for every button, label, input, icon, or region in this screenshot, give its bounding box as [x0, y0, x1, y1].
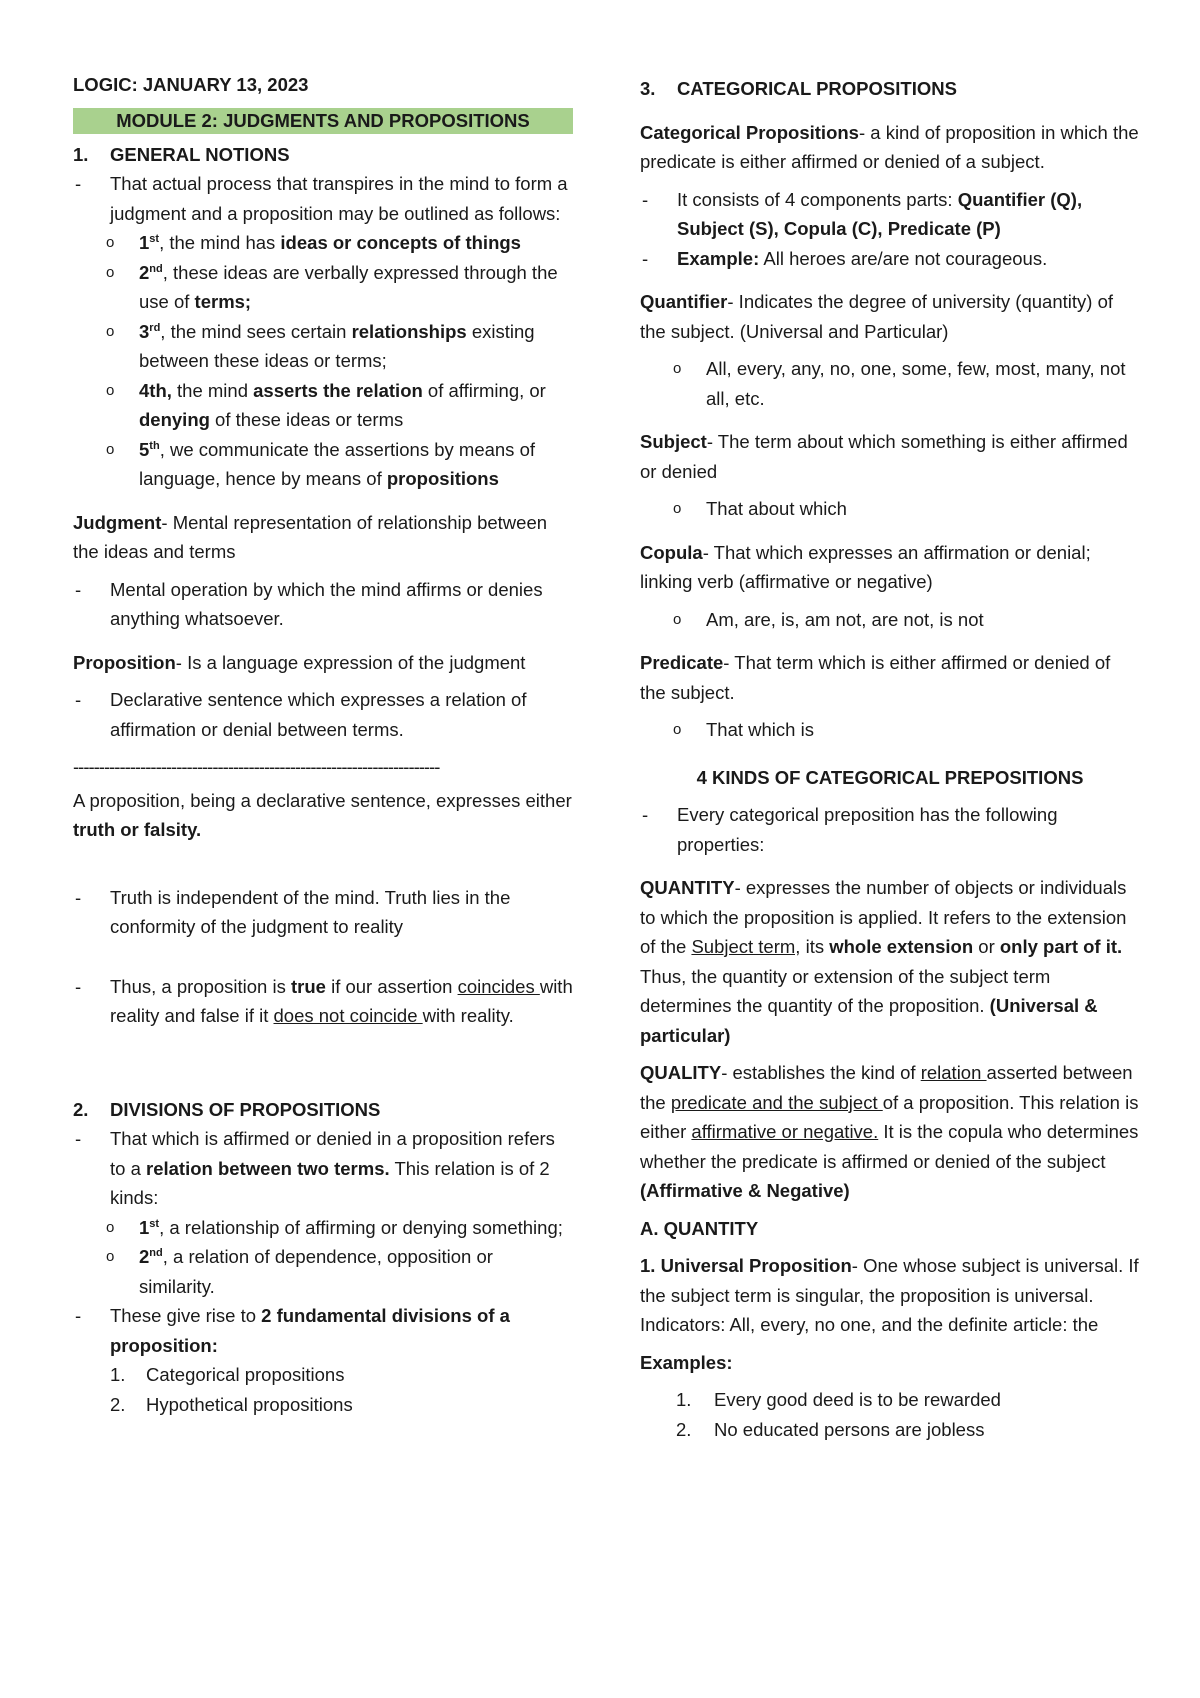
relation-kind-1: o 1st, a relationship of affirming or denying something; [73, 1213, 573, 1243]
subject-definition: Subject- The term about which something is either affirmed or denied [640, 431, 1128, 482]
quantifier-examples: o All, every, any, no, one, some, few, most, many, not all, etc. [640, 354, 1140, 413]
process-step-2: o 2nd, these ideas are verbally expressed through the use of terms; [73, 258, 573, 317]
section-divisions-heading [73, 1095, 573, 1125]
truth-bullet: - Truth is independent of the mind. Truth lies in the conformity of the judgment to reality [73, 883, 573, 942]
truth-paragraph: A proposition, being a declarative sentence, expresses either truth or falsity. [73, 789, 572, 840]
division-item-1: 1. Categorical propositions [110, 1364, 345, 1385]
judgment-bullet: - Mental operation by which the mind affirms or denies anything whatsoever. [73, 575, 573, 634]
proposition-bullet: - Declarative sentence which expresses a relation of affirmation or denial between terms. [73, 685, 573, 744]
process-step-1: o 1st, the mind has ideas or concepts of things [73, 228, 573, 258]
section-heading-text: CATEGORICAL PROPOSITIONS [677, 78, 957, 99]
section-heading-text: DIVISIONS OF PROPOSITIONS [110, 1098, 381, 1120]
components-bullet: - It consists of 4 components parts: Quantifier (Q), Subject (S), Copula (C), Predicate (P) [640, 185, 1140, 244]
section-a-quantity: A. QUANTITY [640, 1217, 759, 1239]
example-item-1: 1. Every good deed is to be rewarded [676, 1389, 1001, 1410]
copula-definition: Copula- That which expresses an affirmation or denial; linking verb (affirmative or negative) [640, 541, 1091, 592]
process-step-5: o 5th, we communicate the assertions by means of language, hence by means of propositions [73, 435, 573, 494]
example-bullet: - Example: All heroes are/are not courageous. [640, 244, 1140, 274]
dashed-separator: ----------------------------------------------------------------------- [73, 756, 440, 777]
section-heading-text: GENERAL NOTIONS [110, 143, 290, 165]
module-banner: MODULE 2: JUDGMENTS AND PROPOSITIONS [73, 108, 573, 134]
process-step-3: o 3rd, the mind sees certain relationships existing between these ideas or terms; [73, 317, 573, 376]
kinds-heading: 4 KINDS OF CATEGORICAL PREPOSITIONS [696, 766, 1084, 788]
universal-proposition-definition: 1. Universal Proposition- One whose subject is universal. If the subject term is singular, the proposition is universal. Indicators: All, every, no one, and the definite article: the [640, 1255, 1139, 1335]
quantity-definition: QUANTITY- expresses the number of objects or individuals to which the proposition is applied. It refers to the extension of the Subject term, its whole extension or only part of it. Thus, the quantity or extension of the subject term determines the quantity of the proposition. (Universal & particular) [640, 877, 1127, 1046]
categorical-propositions-definition: Categorical Propositions- a kind of proposition in which the predicate is either affirmed or denied of a subject. [640, 121, 1139, 172]
example-item-2: 2. No educated persons are jobless [676, 1418, 985, 1440]
section-number: 1. [73, 143, 89, 165]
quantifier-definition: Quantifier- Indicates the degree of university (quantity) of the subject. (Universal and Particular) [640, 291, 1113, 342]
quality-definition: QUALITY- establishes the kind of relation asserted between the predicate and the subject of a proposition. This relation is either affirmative or negative. It is the copula who determines whether the predicate is affirmed or denied of the subject (Affirmative & Negative) [640, 1062, 1139, 1201]
judgment-definition: Judgment- Mental representation of relationship between the ideas and terms [73, 511, 548, 562]
predicate-note: o That which is [640, 715, 1140, 745]
section-number: 2. [73, 1098, 89, 1120]
copula-examples: o Am, are, is, am not, are not, is not [640, 605, 1140, 635]
division-item-2: 2. Hypothetical propositions [110, 1393, 353, 1415]
right-column [640, 70, 1140, 1444]
left-column [73, 70, 573, 1419]
page-title: LOGIC: JANUARY 13, 2023 [73, 74, 309, 95]
proposition-definition: Proposition- Is a language expression of the judgment [73, 651, 526, 673]
section-number: 3. [640, 78, 656, 99]
examples-label: Examples: [640, 1351, 733, 1373]
process-step-4: o 4th, the mind asserts the relation of affirming, or denying of these ideas or terms [73, 376, 573, 435]
thus-bullet: - Thus, a proposition is true if our assertion coincides with reality and false if it does not coincide with reality. [73, 972, 573, 1031]
divisions-bullet-2: - These give rise to 2 fundamental divisions of a proposition: [73, 1301, 573, 1360]
kinds-bullet: - Every categorical preposition has the following properties: [640, 800, 1140, 859]
general-notions-intro: - That actual process that transpires in the mind to form a judgment and a proposition may be outlined as follows: [73, 169, 573, 228]
section-general-notions-heading [73, 140, 573, 170]
section-categorical-heading [640, 74, 1140, 104]
relation-kind-2: o 2nd, a relation of dependence, opposition or similarity. [73, 1242, 573, 1301]
subject-note: o That about which [640, 494, 1140, 524]
divisions-bullet-1: - That which is affirmed or denied in a proposition refers to a relation between two terms. This relation is of 2 kinds: [73, 1124, 573, 1213]
predicate-definition: Predicate- That term which is either affirmed or denied of the subject. [640, 652, 1111, 703]
